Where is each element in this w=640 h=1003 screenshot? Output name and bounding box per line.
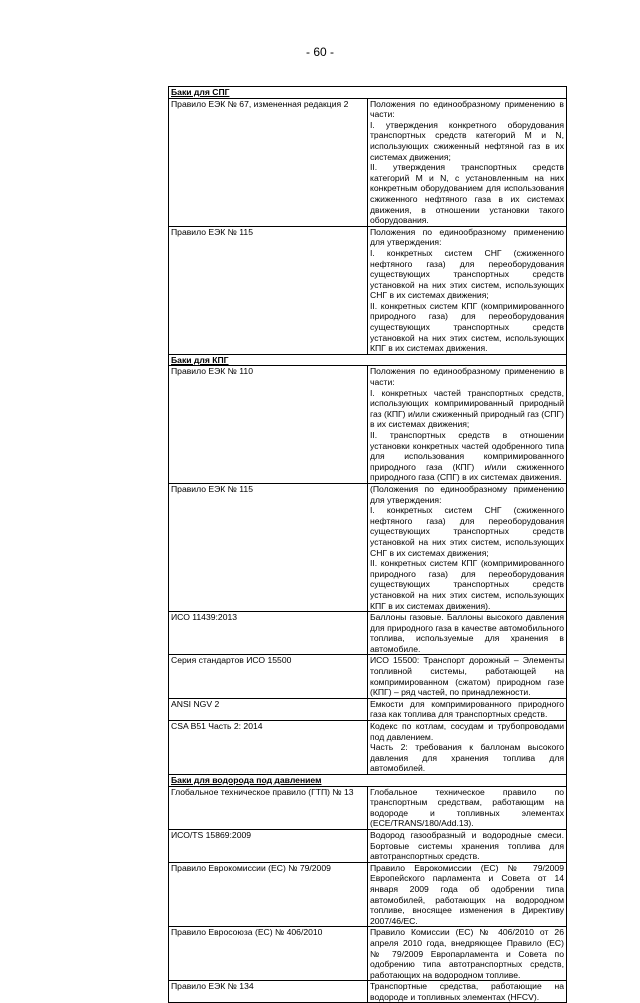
description-line: II. транспортных средств в отношении установки конкретных частей одобренного типа для использования компримированного природного газа (КПГ) и/или сжиженного природного газа (СПГ) в их системах движения. [370, 430, 564, 483]
section-title: Баки для СПГ [169, 87, 567, 99]
standard-description-cell [368, 786, 567, 829]
standard-description-cell [368, 862, 567, 927]
table-row [169, 226, 567, 354]
page-number: - 60 - [305, 45, 334, 59]
description-line: Положения по единообразному применению для утверждения: [370, 226, 564, 248]
table-row [169, 483, 567, 611]
description-line: ИСО 15500: Транспорт дорожный – Элементы топливной системы, работающей на компримированном (сжатом) природном газе (КПГ) – ряд частей, по принадлежности. [370, 655, 564, 698]
description-line: (Положения по единообразному применению для утверждения: [370, 483, 564, 505]
description-line: I. конкретных систем СНГ (сжиженного нефтяного газа) для переоборудования существующих транспортных средств установкой на них этих систем, использующих СНГ в их системах движения; [370, 505, 564, 558]
description-line: Правило Комиссии (ЕС) № 406/2010 от 26 апреля 2010 года, внедряющее Правило (ЕС) № 79/2009 Европарламента и Совета по одобрению типа автотранспортных средств, работающих на водородном топливе. [370, 927, 564, 980]
table-row [169, 981, 567, 1003]
standard-name-cell: Глобальное техническое правило (ГТП) № 13 [169, 786, 368, 829]
standard-name-cell: Правило ЕЭК № 110 [169, 366, 368, 484]
standard-name-cell: Правило ЕЭК № 115 [169, 483, 368, 611]
section-header-row [169, 87, 567, 99]
standard-name-cell: Правило ЕЭК № 134 [169, 981, 368, 1003]
description-line: II. утверждения транспортных средств категорий M и N, с установленным на них конкретным оборудованием для использования сжиженного нефтяного газа в их системах движения, в отношении установки такого оборудования. [370, 162, 564, 226]
section-title: Баки для водорода под давлением [169, 775, 567, 787]
standard-description-cell [368, 98, 567, 226]
standard-name-cell: ANSI NGV 2 [169, 698, 368, 720]
standard-description-cell [368, 829, 567, 862]
standard-description-cell [368, 981, 567, 1003]
description-line: Емкости для компримированного природного газа как топлива для транспортных средств. [370, 698, 564, 720]
description-line: II. конкретных систем КПГ (компримированного природного газа) для переоборудования существующих транспортных средств установкой на них этих систем, использующих КПГ в их системах движения). [370, 558, 564, 611]
table-row [169, 655, 567, 698]
standard-description-cell [368, 698, 567, 720]
standard-name-cell: Правило Евросоюза (ЕС) № 406/2010 [169, 927, 368, 981]
description-line: Положения по единообразному применению в части: [370, 366, 564, 388]
standard-description-cell [368, 226, 567, 354]
description-line: Правило Еврокомиссии (ЕС) № 79/2009 Европейского парламента и Совета от 14 января 2009 года об одобрении типа автомобилей, работающих на водородном топливе, вносящее изменения в Директиву 2007/46/ЕС. [370, 862, 564, 926]
table-row [169, 862, 567, 927]
description-line: I. утверждения конкретного оборудования транспортных средств категорий M и N, использующих сжиженный нефтяной газ в их системах движения; [370, 119, 564, 162]
standard-name-cell: Серия стандартов ИСО 15500 [169, 655, 368, 698]
description-line: I. конкретных систем СНГ (сжиженного нефтяного газа) для переоборудования существующих транспортных средств установкой на них этих систем, использующих СНГ в их системах движения; [370, 247, 564, 301]
table-row [169, 786, 567, 829]
standard-name-cell: Правило ЕЭК № 67, измененная редакция 2 [169, 98, 368, 226]
section-header-row [169, 354, 567, 366]
description-line: Транспортные средства, работающие на водороде и топливных элементах (HFCV). [370, 981, 564, 1002]
description-line: Кодекс по котлам, сосудам и трубопроводами под давлением. [370, 721, 564, 742]
standard-name-cell: CSA B51 Часть 2: 2014 [169, 721, 368, 775]
standard-name-cell: Правило ЕЭК № 115 [169, 226, 368, 354]
description-line: Часть 2: требования к баллонам высокого давления для хранения топлива для автомобилей. [370, 742, 564, 774]
standard-description-cell [368, 366, 567, 484]
standard-description-cell [368, 612, 567, 655]
standard-name-cell: ИСО/TS 15869:2009 [169, 829, 368, 862]
description-line: Глобальное техническое правило по транспортным средствам, работающим на водороде и топливных элементах (ECE/TRANS/180/Add.13). [370, 786, 564, 829]
standard-name-cell: ИСО 11439:2013 [169, 612, 368, 655]
standard-description-cell [368, 721, 567, 775]
description-line: Водород газообразный и водородные смеси. Бортовые системы хранения топлива для автотранспортных средств. [370, 829, 564, 862]
standard-description-cell [368, 483, 567, 611]
standard-description-cell [368, 927, 567, 981]
table-row [169, 829, 567, 862]
table-row [169, 721, 567, 775]
standards-table [168, 86, 567, 1003]
description-line: I. конкретных частей транспортных средств, использующих компримированный природный газ (КПГ) и/или сжиженный природный газ (СПГ) в их системах движения; [370, 387, 564, 430]
table-row [169, 98, 567, 226]
standard-description-cell [368, 655, 567, 698]
table-row [169, 366, 567, 484]
description-line: II. конкретных систем КПГ (компримированного природного газа) для переоборудования существующих транспортных средств установкой на них этих систем, использующих КПГ в их системах движения. [370, 300, 564, 354]
section-header-row [169, 775, 567, 787]
standard-name-cell: Правило Еврокомиссии (ЕС) № 79/2009 [169, 862, 368, 927]
description-line: Баллоны газовые. Баллоны высокого давления для природного газа в качестве автомобильного топлива, используемые для хранения в автомобиле. [370, 612, 564, 654]
description-line: Положения по единообразному применению в части: [370, 98, 564, 120]
section-title: Баки для КПГ [169, 354, 567, 366]
table-row [169, 698, 567, 720]
table-row [169, 927, 567, 981]
table-row [169, 612, 567, 655]
